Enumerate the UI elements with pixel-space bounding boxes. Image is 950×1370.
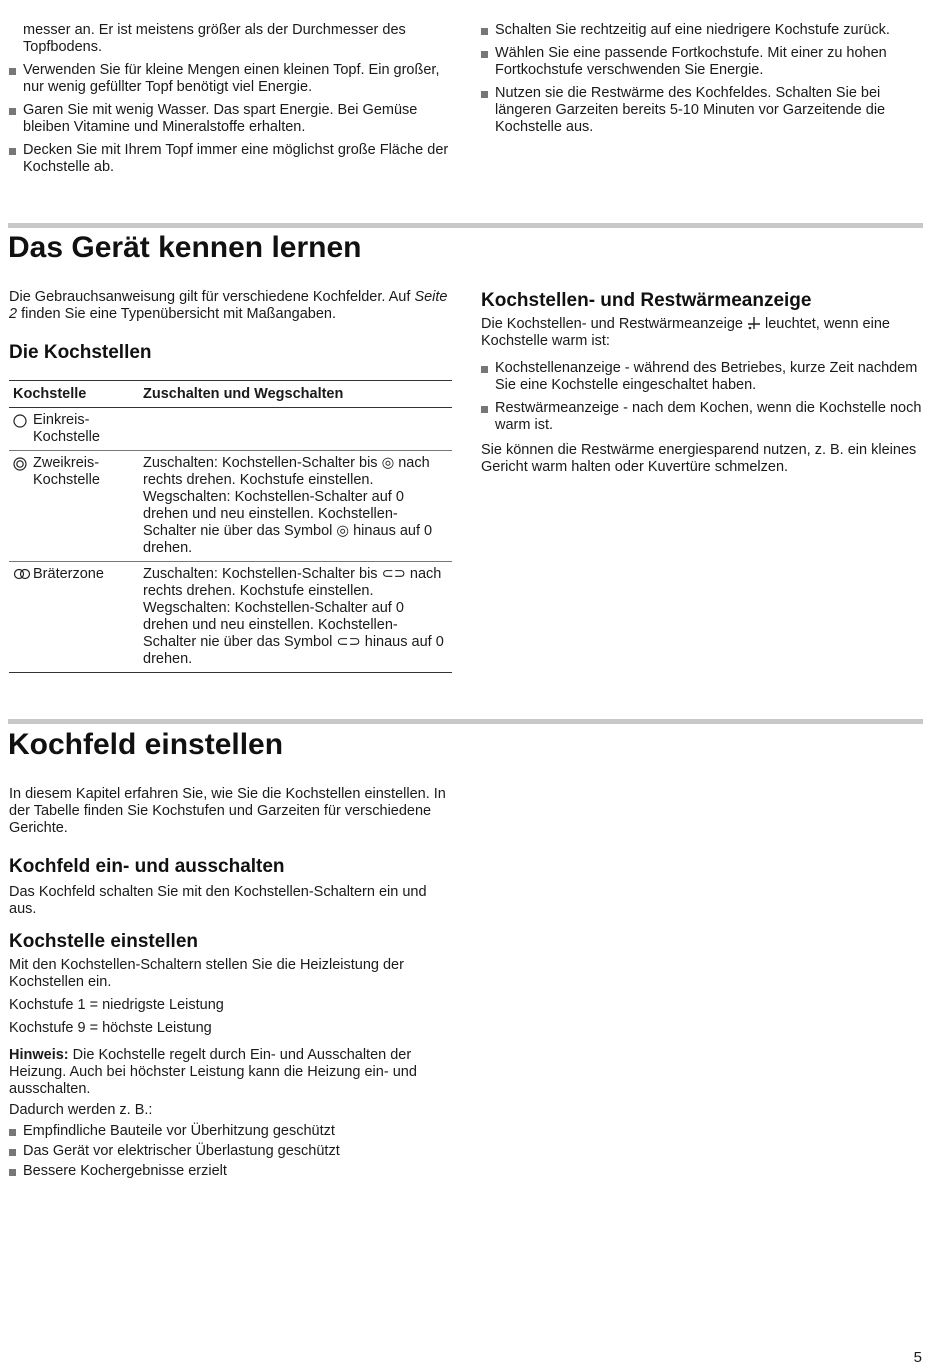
list-item: Bessere Kochergebnisse erzielt: [9, 1163, 452, 1180]
residual-heat-icon: [747, 316, 761, 332]
zone-instructions: Zuschalten: Kochstellen-Schalter bis ⊂⊃ nach rechts drehen. Kochstufe einstellen. Wegschalten: Kochstellen-Schalter auf 0 drehen und neu einstellen. Kochstellen-Schalter nie über das Symbol ⊂⊃ hinaus auf 0 drehen.: [139, 562, 452, 673]
page-reference-link[interactable]: Seite 2: [9, 289, 448, 322]
top-right-column: [481, 22, 924, 142]
list-item: Garen Sie mit wenig Wasser. Das spart Energie. Bei Gemüse bleiben Vitamine und Mineralstoffe erhalten.: [9, 102, 452, 136]
onoff-text: Das Kochfeld schalten Sie mit den Kochstellen-Schaltern ein und aus.: [9, 884, 427, 917]
energy-tips-left: [9, 62, 452, 176]
restwaerme-heading: Kochstellen- und Restwärmeanzeige: [481, 290, 812, 311]
list-item: Verwenden Sie für kleine Mengen einen kleinen Topf. Ein großer, nur wenig gefüllter Topf benötigt viel Energie.: [9, 62, 452, 96]
set-text: Mit den Kochstellen-Schaltern stellen Sie die Heizleistung der Kochstellen ein.: [9, 957, 404, 990]
section1-left-column: [9, 289, 452, 673]
zone-name: Einkreis-Kochstelle: [33, 412, 100, 445]
section2-column: [9, 786, 452, 1183]
restwaerme-outro: Sie können die Restwärme energiesparend nutzen, z. B. ein kleines Gericht warm halten oder Kuvertüre schmelzen.: [481, 442, 917, 475]
single-circle-icon: [13, 412, 33, 446]
list-item: Kochstellenanzeige - während des Betriebes, kurze Zeit nachdem Sie eine Kochstelle eingeschaltet haben.: [481, 360, 924, 394]
oval-zone-icon: [13, 566, 33, 585]
restwaerme-list: [481, 360, 924, 434]
list-item: Wählen Sie eine passende Fortkochstufe. Mit einer zu hohen Fortkochstufe verschwenden Sie Energie.: [481, 45, 924, 79]
list-item: Nutzen sie die Restwärme des Kochfeldes. Schalten Sie bei längeren Garzeiten bereits 5-10 Minuten vor Garzeitende die Kochstelle aus.: [481, 85, 924, 136]
list-item: Schalten Sie rechtzeitig auf eine niedrigere Kochstufe zurück.: [481, 22, 924, 39]
dadurch-text: Dadurch werden z. B.:: [9, 1102, 153, 1118]
energy-tips-right: [481, 22, 924, 136]
zone-name: Bräterzone: [33, 566, 104, 582]
zone-instructions: Zuschalten: Kochstellen-Schalter bis ◎ nach rechts drehen. Kochstufe einstellen. Wegschalten: Kochstellen-Schalter auf 0 drehen und neu einstellen. Kochstellen-Schalter nie über das Symbol ◎ hinaus auf 0 drehen.: [139, 451, 452, 562]
double-circle-icon: [13, 455, 33, 489]
top-left-column: [9, 22, 452, 182]
list-item: Empfindliche Bauteile vor Überhitzung geschützt: [9, 1123, 452, 1140]
table-row: [9, 408, 452, 451]
kochstellen-table: [9, 380, 452, 673]
section-divider: [8, 719, 923, 724]
table-row: [9, 562, 452, 673]
hinweis-note: Hinweis: Die Kochstelle regelt durch Ein- und Ausschalten der Heizung. Auch bei höchster Leistung kann die Heizung ein- und ausschalten.: [9, 1047, 417, 1097]
intro-continuation: messer an. Er ist meistens größer als der Durchmesser des Topfbodens.: [23, 22, 406, 55]
restwaerme-intro: Die Kochstellen- und Restwärmeanzeige leuchtet, wenn eine Kochstelle warm ist:: [481, 316, 890, 349]
set-heading: Kochstelle einstellen: [9, 931, 199, 952]
zone-name: Zweikreis-Kochstelle: [33, 455, 100, 488]
table-header: Zuschalten und Wegschalten: [139, 381, 452, 408]
dadurch-list: [9, 1123, 452, 1180]
table-row: [9, 451, 452, 562]
section1-right-column: [481, 289, 924, 482]
section1-intro: Die Gebrauchsanweisung gilt für verschiedene Kochfelder. Auf Seite 2 finden Sie eine Typenübersicht mit Maßangaben.: [9, 289, 448, 322]
list-item: Restwärmeanzeige - nach dem Kochen, wenn die Kochstelle noch warm ist.: [481, 400, 924, 434]
stufe-min: Kochstufe 1 = niedrigste Leistung: [9, 997, 224, 1013]
kochstellen-heading: Die Kochstellen: [9, 342, 152, 363]
zone-instructions: [139, 408, 452, 451]
section2-intro: In diesem Kapitel erfahren Sie, wie Sie die Kochstellen einstellen. In der Tabelle finden Sie Kochstufen und Garzeiten für verschiedene Gerichte.: [9, 786, 446, 836]
table-header: Kochstelle: [9, 381, 139, 408]
section-divider: [8, 223, 923, 228]
section-title-geraet: Das Gerät kennen lernen: [8, 231, 362, 264]
onoff-heading: Kochfeld ein- und ausschalten: [9, 856, 285, 877]
section-title-kochfeld: Kochfeld einstellen: [8, 728, 284, 761]
stufe-max: Kochstufe 9 = höchste Leistung: [9, 1020, 212, 1036]
list-item: Das Gerät vor elektrischer Überlastung geschützt: [9, 1143, 452, 1160]
list-item: Decken Sie mit Ihrem Topf immer eine möglichst große Fläche der Kochstelle ab.: [9, 142, 452, 176]
page-number: 5: [913, 1349, 922, 1366]
hinweis-label: Hinweis:: [9, 1047, 69, 1063]
